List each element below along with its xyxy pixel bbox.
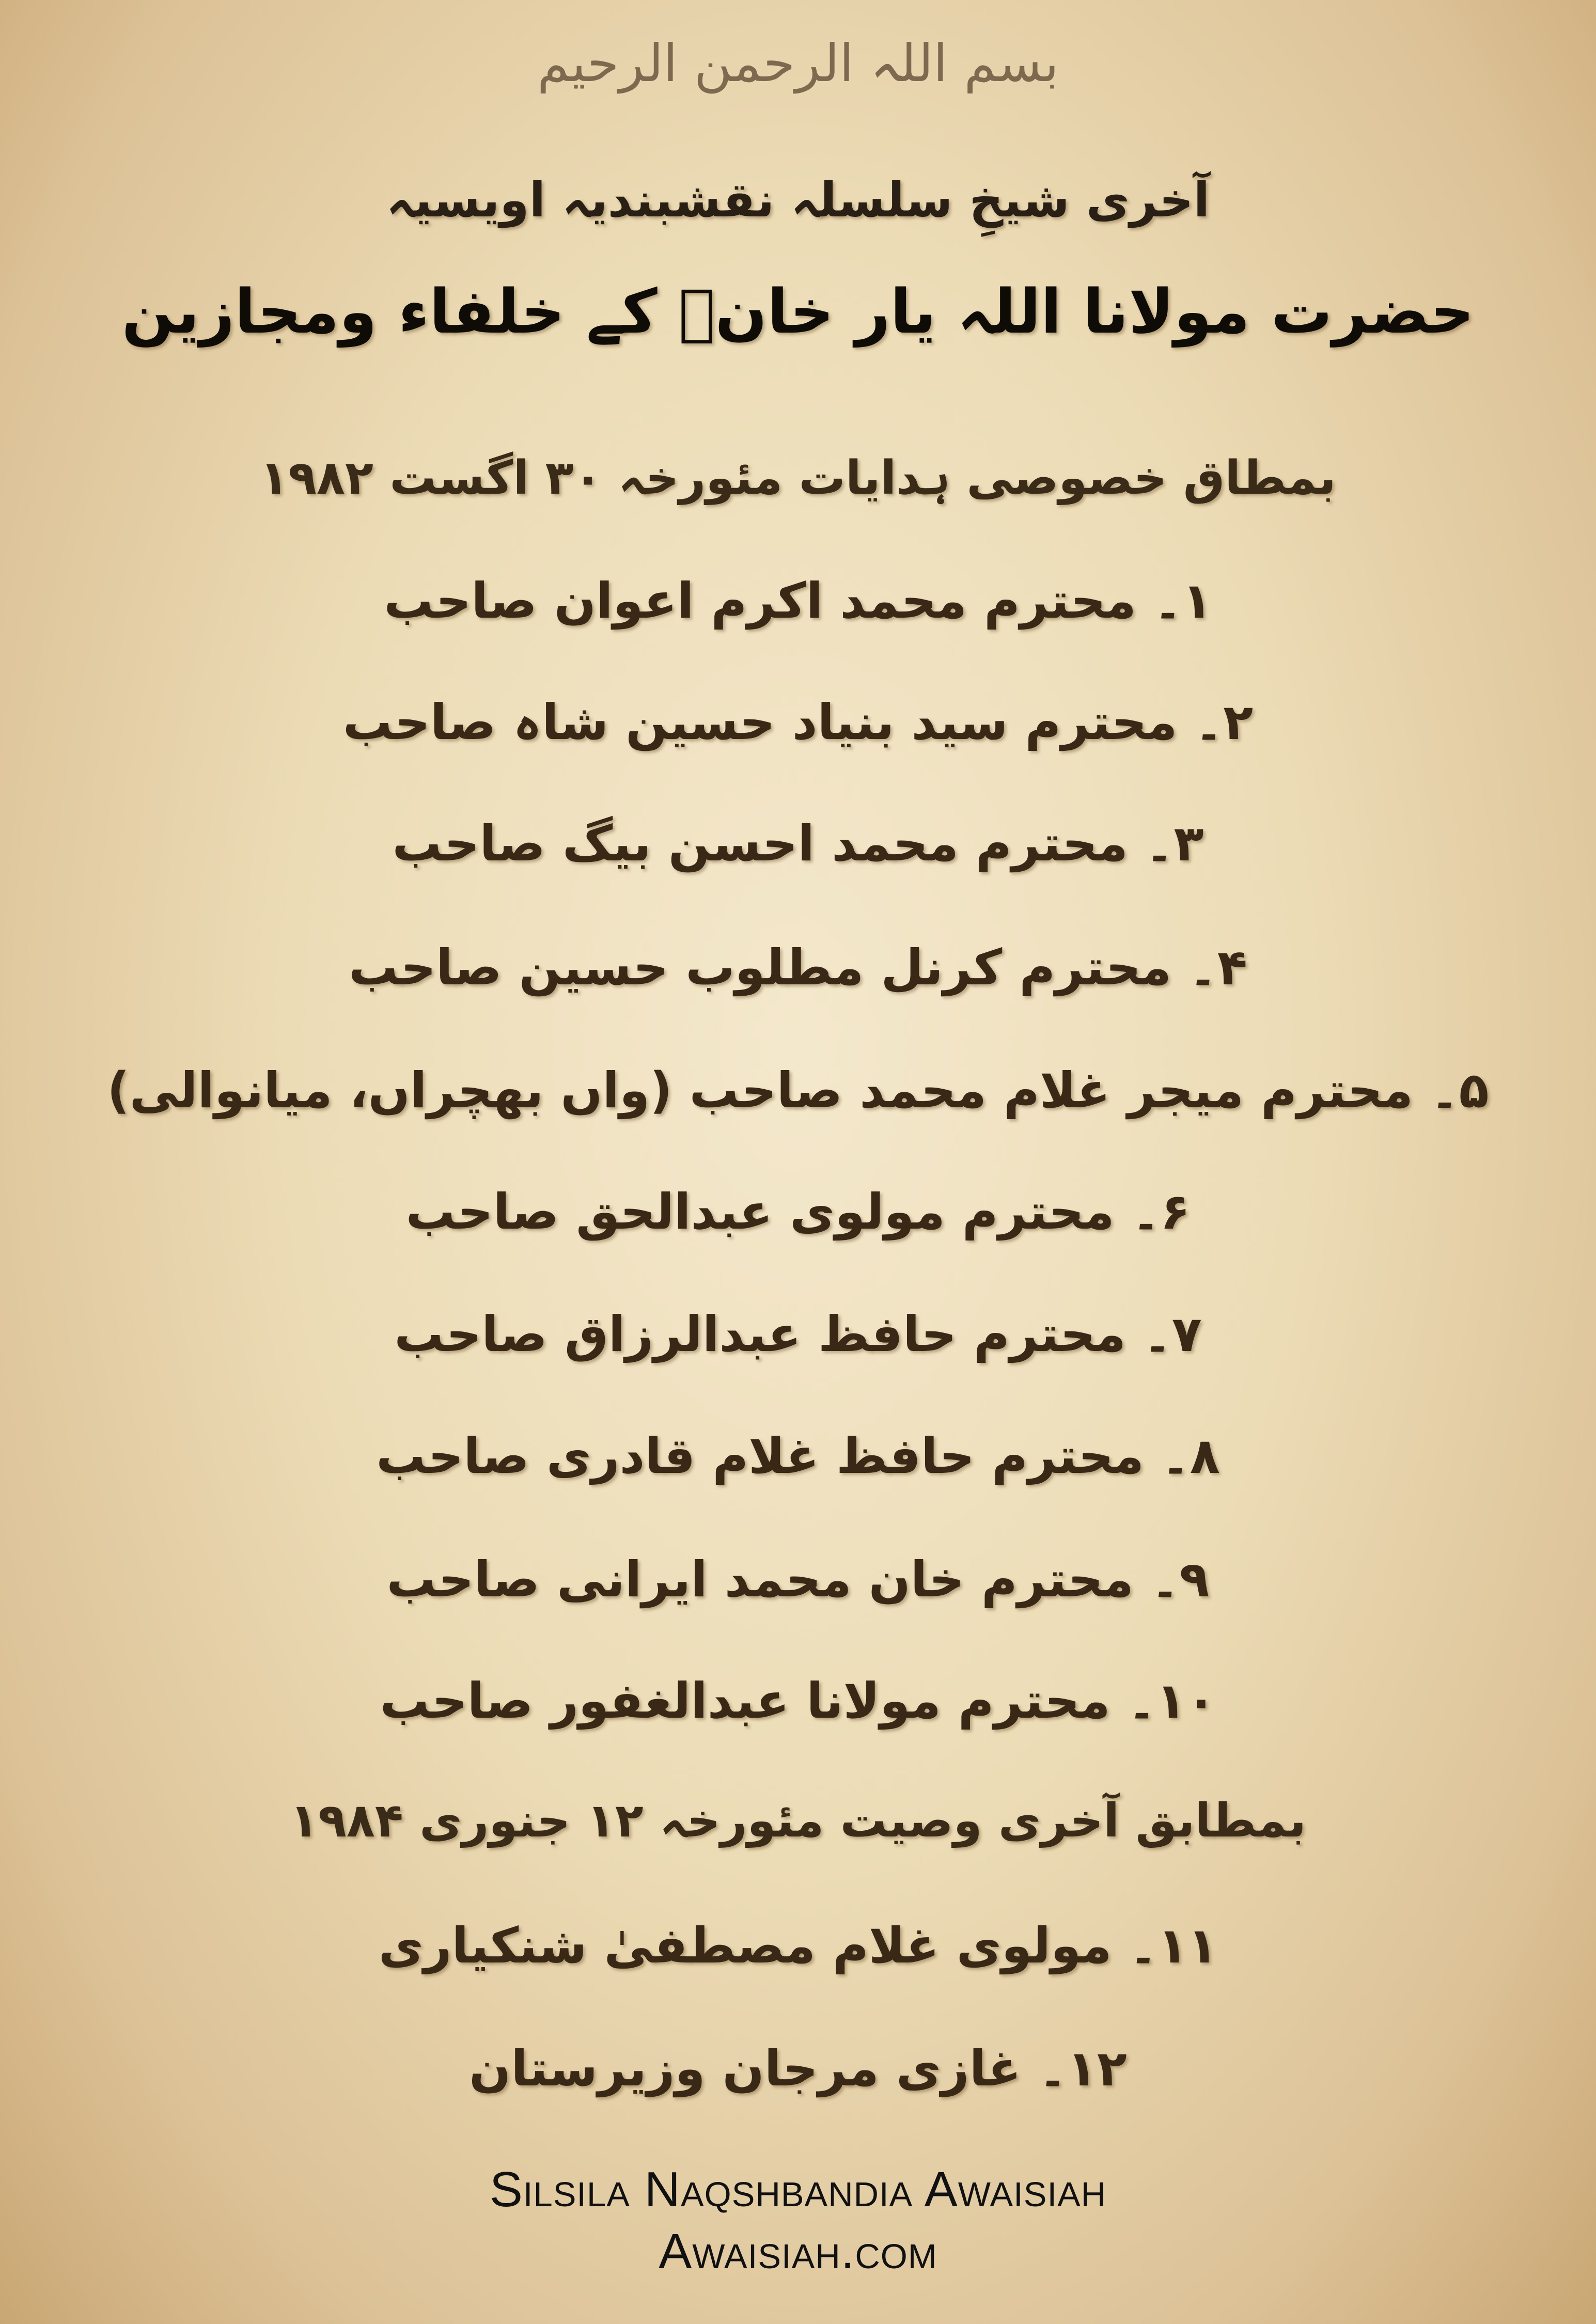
section1-heading: بمطاق خصوصی ہدایات مئورخہ ۳۰ اگست ۱۹۸۲ — [260, 451, 1336, 505]
page-title: حضرت مولانا اللہ یار خانؒ کے خلفاء ومجازین — [121, 276, 1475, 347]
list-item: ۳۔ محترم محمد احسن بیگ صاحب — [392, 815, 1204, 872]
list-item: ۸۔ محترم حافظ غلام قادری صاحب — [376, 1428, 1220, 1485]
bismillah-calligraphy: بسم اللہ الرحمن الرحیم — [537, 33, 1059, 93]
footer-organization: Silsila Naqshbandia Awaisiah — [489, 2162, 1107, 2217]
list-item: ۱۱۔ مولوی غلام مصطفیٰ شنکیاری — [378, 1918, 1218, 1974]
subtitle: آخری شیخِ سلسلہ نقشبندیہ اویسیہ — [386, 172, 1210, 228]
list-item: ۶۔ محترم مولوی عبدالحق صاحب — [405, 1184, 1191, 1240]
list-item: ۵۔ محترم میجر غلام محمد صاحب (واں بھچراں، میانوالی) — [107, 1062, 1489, 1119]
list-item: ۱۔ محترم محمد اکرم اعوان صاحب — [384, 573, 1212, 630]
list-item: ۴۔ محترم کرنل مطلوب حسین صاحب — [349, 939, 1247, 996]
list-item: ۹۔ محترم خان محمد ایرانی صاحب — [386, 1551, 1210, 1608]
footer-website: Awaisiah.com — [659, 2224, 937, 2279]
list-item: ۱۲۔ غازی مرجان وزیرستان — [469, 2040, 1127, 2097]
list-item: ۲۔ محترم سید بنیاد حسین شاہ صاحب — [342, 694, 1254, 751]
list-item: ۱۰۔ محترم مولانا عبدالغفور صاحب — [380, 1673, 1216, 1730]
list-item: ۷۔ محترم حافظ عبدالرزاق صاحب — [394, 1306, 1202, 1363]
section2-heading: بمطابق آخری وصیت مئورخہ ۱۲ جنوری ۱۹۸۴ — [290, 1794, 1306, 1848]
